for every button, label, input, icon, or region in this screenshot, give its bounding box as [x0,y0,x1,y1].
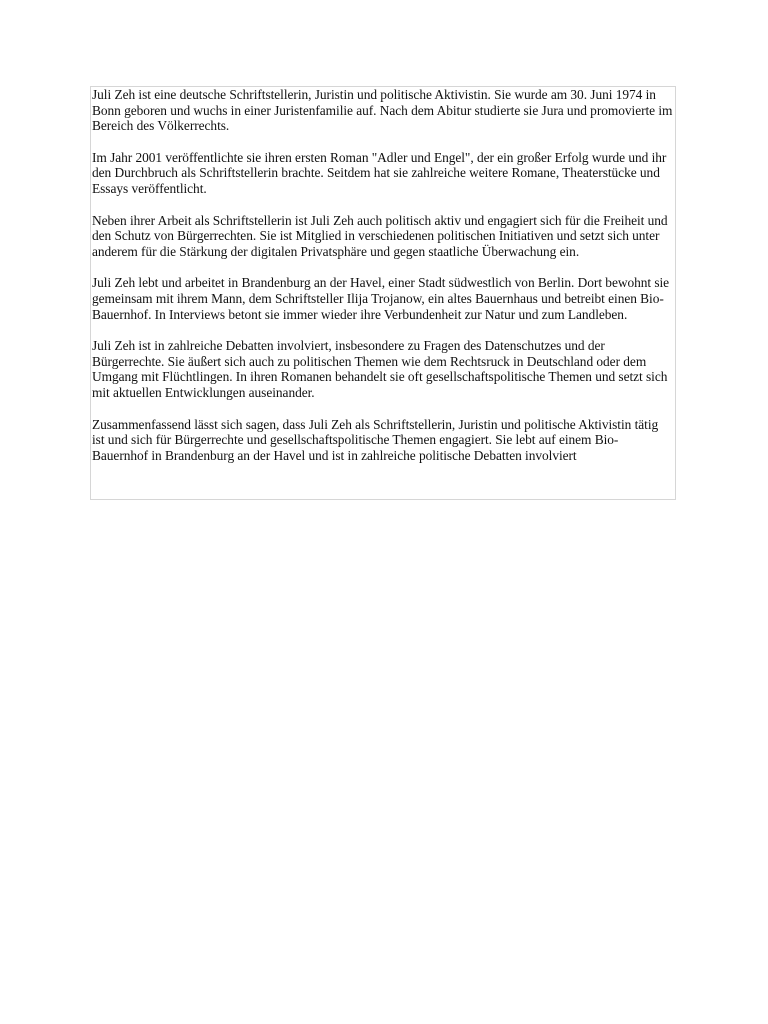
paragraph-2: Im Jahr 2001 veröffentlichte sie ihren ersten Roman "Adler und Engel", der ein großer Erfolg wurde und ihr den Durchbruch als Schriftstellerin brachte. Seitdem hat sie zahlreiche weitere Romane, Theaterstücke und Essays veröffentlicht. [92,149,667,196]
paragraph-4: Juli Zeh lebt und arbeitet in Brandenburg an der Havel, einer Stadt südwestlich von Berlin. Dort bewohnt sie gemeinsam mit ihrem Mann, dem Schriftsteller Ilija Trojanow, ein altes Bauernhaus und betreibt einen Bio-Bauernhof. In Interviews betont sie immer wieder ihre Verbundenheit zur Natur und zum Landleben. [92,275,670,322]
paragraph-1: Juli Zeh ist eine deutsche Schriftstellerin, Juristin und politische Aktivistin. Sie wurde am 30. Juni 1974 in Bonn geboren und wuchs in einer Juristenfamilie auf. Nach dem Abitur studierte sie Jura und promovierte im Bereich des Völkerrechts. [92,87,673,134]
paragraph-5: Juli Zeh ist in zahlreiche Debatten involviert, insbesondere zu Fragen des Datenschutzes und der Bürgerrechte. Sie äußert sich auch zu politischen Themen wie dem Rechtsruck in Deutschland oder dem Umgang mit Flüchtlingen. In ihren Romanen behandelt sie oft gesellschaftspolitische Themen und setzt sich mit aktuellen Entwicklungen auseinander. [92,338,668,400]
text-frame [90,86,676,500]
paragraph-6: Zusammenfassend lässt sich sagen, dass Juli Zeh als Schriftstellerin, Juristin und politische Aktivistin tätig ist und sich für Bürgerrechte und gesellschaftspolitische Themen engagiert. Sie lebt auf einem Bio-Bauernhof in Brandenburg an der Havel und ist in zahlreiche politische Debatten involviert [92,416,659,463]
paragraph-3: Neben ihrer Arbeit als Schriftstellerin ist Juli Zeh auch politisch aktiv und engagiert sich für die Freiheit und den Schutz von Bürgerrechten. Sie ist Mitglied in verschiedenen politischen Initiativen und setzt sich unter anderem für die Stärkung der digitalen Privatsphäre und gegen staatliche Überwachung ein. [92,212,668,259]
